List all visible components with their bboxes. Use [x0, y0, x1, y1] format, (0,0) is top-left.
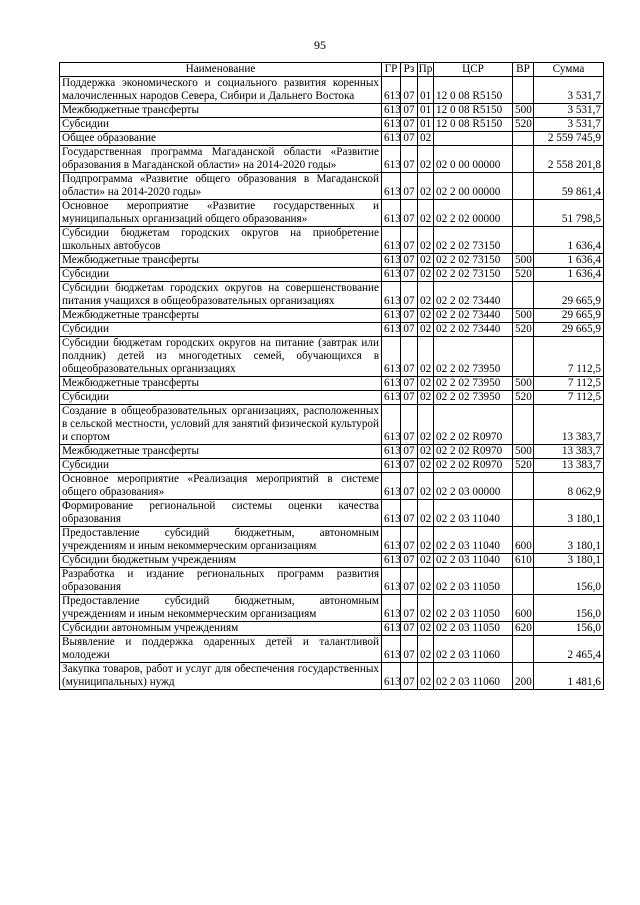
row-name: Субсидии: [60, 323, 382, 337]
header-gr: ГР: [382, 63, 401, 77]
row-vr: [513, 173, 534, 200]
row-vr: 200: [513, 663, 534, 690]
row-gr: 613: [382, 200, 401, 227]
header-name: Наименование: [60, 63, 382, 77]
row-pr: 02: [418, 405, 434, 445]
row-gr: 613: [382, 500, 401, 527]
row-sum: 7 112,5: [534, 377, 604, 391]
row-pr: 02: [418, 554, 434, 568]
row-name: Закупка товаров, работ и услуг для обеспечения государственных (муниципальных) нужд: [60, 663, 382, 690]
row-sum: 51 798,5: [534, 200, 604, 227]
row-vr: 500: [513, 254, 534, 268]
row-pr: 02: [418, 595, 434, 622]
row-csr: 02 2 02 73950: [434, 377, 513, 391]
row-rz: 07: [401, 473, 418, 500]
row-name: Субсидии: [60, 268, 382, 282]
row-pr: 02: [418, 254, 434, 268]
row-vr: 620: [513, 622, 534, 636]
row-vr: [513, 405, 534, 445]
row-vr: [513, 227, 534, 254]
row-sum: 2 558 201,8: [534, 146, 604, 173]
row-rz: 07: [401, 268, 418, 282]
table-row: [60, 309, 604, 323]
row-sum: 29 665,9: [534, 282, 604, 309]
row-rz: 07: [401, 527, 418, 554]
table-row: [60, 554, 604, 568]
row-vr: 500: [513, 309, 534, 323]
row-rz: 07: [401, 377, 418, 391]
row-name: Межбюджетные трансферты: [60, 104, 382, 118]
header-csr: ЦСР: [434, 63, 513, 77]
header-pr: Пр: [418, 63, 433, 75]
row-gr: 613: [382, 104, 401, 118]
row-name: Субсидии: [60, 391, 382, 405]
row-sum: 3 180,1: [534, 527, 604, 554]
row-csr: 02 2 02 73440: [434, 323, 513, 337]
table-row: [60, 268, 604, 282]
header-rz: Рз: [401, 63, 418, 77]
row-csr: 02 2 03 11050: [434, 622, 513, 636]
row-name: Субсидии: [60, 118, 382, 132]
row-gr: 613: [382, 622, 401, 636]
row-gr: 613: [382, 473, 401, 500]
page-number: 95: [314, 38, 326, 52]
table-row: [60, 527, 604, 554]
row-sum: 13 383,7: [534, 445, 604, 459]
row-pr: 02: [418, 282, 434, 309]
row-vr: [513, 282, 534, 309]
row-pr: 02: [418, 268, 434, 282]
row-gr: 613: [382, 568, 401, 595]
row-sum: 7 112,5: [534, 337, 604, 377]
row-sum: 29 665,9: [534, 323, 604, 337]
row-csr: 02 2 02 73950: [434, 391, 513, 405]
row-gr: 613: [382, 337, 401, 377]
row-pr: 02: [418, 132, 434, 146]
row-vr: 600: [513, 595, 534, 622]
row-pr: 01: [418, 104, 434, 118]
row-vr: [513, 200, 534, 227]
row-rz: 07: [401, 554, 418, 568]
row-sum: 156,0: [534, 595, 604, 622]
row-name: Субсидии бюджетным учреждениям: [60, 554, 382, 568]
row-vr: 610: [513, 554, 534, 568]
table-row: [60, 445, 604, 459]
row-name: Предоставление субсидий бюджетным, автономным учреждениям и иным некоммерческим организациям: [60, 595, 382, 622]
table-row: [60, 77, 604, 104]
row-sum: 3 180,1: [534, 500, 604, 527]
table-row: [60, 104, 604, 118]
row-pr: 02: [418, 445, 434, 459]
row-rz: 07: [401, 282, 418, 309]
row-name: Создание в общеобразовательных организациях, расположенных в сельской местности, условий для занятий физической культурой и спортом: [60, 405, 382, 445]
row-name: Разработка и издание региональных программ развития образования: [60, 568, 382, 595]
row-name: Субсидии бюджетам городских округов на совершенствование питания учащихся в общеобразовательных организациях: [60, 282, 382, 309]
row-gr: 613: [382, 146, 401, 173]
row-sum: 8 062,9: [534, 473, 604, 500]
row-vr: 500: [513, 377, 534, 391]
row-csr: 02 2 02 73150: [434, 254, 513, 268]
row-rz: 07: [401, 459, 418, 473]
row-rz: 07: [401, 445, 418, 459]
row-rz: 07: [401, 337, 418, 377]
row-vr: 520: [513, 391, 534, 405]
table-row: [60, 282, 604, 309]
row-rz: 07: [401, 227, 418, 254]
row-name: Субсидии: [60, 459, 382, 473]
row-pr: 02: [418, 391, 434, 405]
table-row: [60, 323, 604, 337]
row-gr: 613: [382, 282, 401, 309]
row-name: Субсидии бюджетам городских округов на приобретение школьных автобусов: [60, 227, 382, 254]
row-rz: 07: [401, 595, 418, 622]
row-name: Субсидии автономным учреждениям: [60, 622, 382, 636]
row-vr: [513, 132, 534, 146]
row-gr: 613: [382, 445, 401, 459]
row-name: Общее образование: [60, 132, 382, 146]
row-gr: 613: [382, 405, 401, 445]
row-rz: 07: [401, 173, 418, 200]
row-name: Межбюджетные трансферты: [60, 254, 382, 268]
row-pr: 02: [418, 323, 434, 337]
table-row: [60, 622, 604, 636]
row-pr: 02: [418, 200, 434, 227]
row-vr: [513, 500, 534, 527]
row-name: Основное мероприятие «Развитие государственных и муниципальных организаций общего образования»: [60, 200, 382, 227]
row-rz: 07: [401, 391, 418, 405]
row-rz: 07: [401, 636, 418, 663]
row-gr: 613: [382, 377, 401, 391]
row-rz: 07: [401, 500, 418, 527]
row-pr: 02: [418, 309, 434, 323]
row-gr: 613: [382, 663, 401, 690]
row-csr: [434, 132, 513, 146]
row-pr: 02: [418, 622, 434, 636]
row-vr: 520: [513, 459, 534, 473]
row-name: Основное мероприятие «Реализация мероприятий в системе общего образования»: [60, 473, 382, 500]
table-row: [60, 132, 604, 146]
row-csr: 02 2 02 73440: [434, 309, 513, 323]
row-rz: 07: [401, 132, 418, 146]
row-rz: 07: [401, 77, 418, 104]
row-rz: 07: [401, 118, 418, 132]
row-gr: 613: [382, 595, 401, 622]
row-gr: 613: [382, 323, 401, 337]
table-row: [60, 595, 604, 622]
row-csr: 02 2 02 73150: [434, 227, 513, 254]
table-row: [60, 377, 604, 391]
table-row: [60, 459, 604, 473]
row-csr: 02 2 03 11040: [434, 554, 513, 568]
row-gr: 613: [382, 173, 401, 200]
table-row: [60, 663, 604, 690]
row-sum: 156,0: [534, 568, 604, 595]
row-csr: 02 2 03 11040: [434, 527, 513, 554]
row-rz: 07: [401, 405, 418, 445]
row-sum: 3 531,7: [534, 118, 604, 132]
row-name: Государственная программа Магаданской области «Развитие образования в Магаданской области» на 2014-2020 годы»: [60, 146, 382, 173]
table-row: [60, 500, 604, 527]
row-gr: 613: [382, 459, 401, 473]
row-name: Формирование региональной системы оценки качества образования: [60, 500, 382, 527]
row-sum: 13 383,7: [534, 459, 604, 473]
row-sum: 1 636,4: [534, 268, 604, 282]
row-rz: 07: [401, 323, 418, 337]
row-pr: 02: [418, 337, 434, 377]
row-csr: 02 2 02 00000: [434, 200, 513, 227]
row-pr: 01: [418, 77, 434, 104]
row-pr: 02: [418, 377, 434, 391]
row-name: Межбюджетные трансферты: [60, 377, 382, 391]
row-pr: 02: [418, 227, 434, 254]
row-vr: [513, 473, 534, 500]
table-row: [60, 173, 604, 200]
row-name: Межбюджетные трансферты: [60, 309, 382, 323]
row-name: Выявление и поддержка одаренных детей и талантливой молодежи: [60, 636, 382, 663]
row-rz: 07: [401, 146, 418, 173]
row-pr: 02: [418, 173, 434, 200]
row-vr: [513, 636, 534, 663]
row-sum: 7 112,5: [534, 391, 604, 405]
row-sum: 59 861,4: [534, 173, 604, 200]
row-vr: 500: [513, 104, 534, 118]
header-row: [60, 63, 604, 77]
row-csr: 02 2 02 73150: [434, 268, 513, 282]
row-pr: 02: [418, 500, 434, 527]
row-csr: 02 2 02 73440: [434, 282, 513, 309]
row-vr: [513, 568, 534, 595]
row-vr: [513, 337, 534, 377]
row-gr: 613: [382, 636, 401, 663]
row-rz: 07: [401, 104, 418, 118]
row-name: Предоставление субсидий бюджетным, автономным учреждениям и иным некоммерческим организациям: [60, 527, 382, 554]
row-gr: 613: [382, 268, 401, 282]
row-pr: 02: [418, 473, 434, 500]
row-vr: 500: [513, 445, 534, 459]
row-gr: 613: [382, 527, 401, 554]
row-vr: 520: [513, 323, 534, 337]
row-sum: 1 636,4: [534, 227, 604, 254]
row-vr: 520: [513, 118, 534, 132]
table-row: [60, 405, 604, 445]
table-row: [60, 636, 604, 663]
row-rz: 07: [401, 622, 418, 636]
row-csr: 02 2 02 R0970: [434, 459, 513, 473]
table-row: [60, 200, 604, 227]
row-sum: 29 665,9: [534, 309, 604, 323]
row-pr: 02: [418, 459, 434, 473]
row-csr: 02 2 00 00000: [434, 173, 513, 200]
row-gr: 613: [382, 254, 401, 268]
row-gr: 613: [382, 391, 401, 405]
row-sum: 3 531,7: [534, 77, 604, 104]
row-csr: 02 2 02 R0970: [434, 445, 513, 459]
row-pr: 01: [418, 118, 434, 132]
row-csr: 12 0 08 R5150: [434, 104, 513, 118]
row-gr: 613: [382, 227, 401, 254]
row-csr: 02 2 03 11060: [434, 636, 513, 663]
row-vr: [513, 77, 534, 104]
row-name: Субсидии бюджетам городских округов на питание (завтрак или полдник) детей из многодетных семей, обучающихся в общеобразовательных организациях: [60, 337, 382, 377]
table-row: [60, 118, 604, 132]
header-sum: Сумма: [534, 63, 604, 77]
row-vr: [513, 146, 534, 173]
row-name: Подпрограмма «Развитие общего образования в Магаданской области» на 2014-2020 годы»: [60, 173, 382, 200]
row-gr: 613: [382, 132, 401, 146]
table-row: [60, 568, 604, 595]
row-csr: 02 2 03 11050: [434, 568, 513, 595]
row-gr: 613: [382, 77, 401, 104]
table-row: [60, 227, 604, 254]
row-rz: 07: [401, 254, 418, 268]
row-csr: 02 2 02 R0970: [434, 405, 513, 445]
row-csr: 02 2 03 11060: [434, 663, 513, 690]
table-row: [60, 473, 604, 500]
row-csr: 02 2 03 00000: [434, 473, 513, 500]
row-vr: 520: [513, 268, 534, 282]
row-sum: 1 636,4: [534, 254, 604, 268]
row-rz: 07: [401, 568, 418, 595]
row-csr: 02 2 02 73950: [434, 337, 513, 377]
row-sum: 2 559 745,9: [534, 132, 604, 146]
row-vr: 600: [513, 527, 534, 554]
header-vr: ВР: [513, 63, 534, 77]
row-csr: 02 2 03 11040: [434, 500, 513, 527]
row-rz: 07: [401, 309, 418, 323]
row-pr: 02: [418, 146, 434, 173]
row-csr: 02 0 00 00000: [434, 146, 513, 173]
budget-table: [59, 62, 604, 690]
row-pr: 02: [418, 636, 434, 663]
row-sum: 2 465,4: [534, 636, 604, 663]
table-row: [60, 337, 604, 377]
row-sum: 1 481,6: [534, 663, 604, 690]
row-pr: 02: [418, 568, 434, 595]
row-name: Поддержка экономического и социального развития коренных малочисленных народов Севера, Сибири и Дальнего Востока: [60, 77, 382, 104]
row-pr: 02: [418, 663, 434, 690]
row-csr: 12 0 08 R5150: [434, 77, 513, 104]
row-csr: 02 2 03 11050: [434, 595, 513, 622]
table-row: [60, 146, 604, 173]
table-row: [60, 391, 604, 405]
row-pr: 02: [418, 527, 434, 554]
row-gr: 613: [382, 554, 401, 568]
row-sum: 13 383,7: [534, 405, 604, 445]
row-sum: 3 180,1: [534, 554, 604, 568]
row-sum: 156,0: [534, 622, 604, 636]
table-row: [60, 254, 604, 268]
row-rz: 07: [401, 200, 418, 227]
row-csr: 12 0 08 R5150: [434, 118, 513, 132]
row-rz: 07: [401, 663, 418, 690]
row-gr: 613: [382, 309, 401, 323]
row-gr: 613: [382, 118, 401, 132]
row-name: Межбюджетные трансферты: [60, 445, 382, 459]
row-sum: 3 531,7: [534, 104, 604, 118]
